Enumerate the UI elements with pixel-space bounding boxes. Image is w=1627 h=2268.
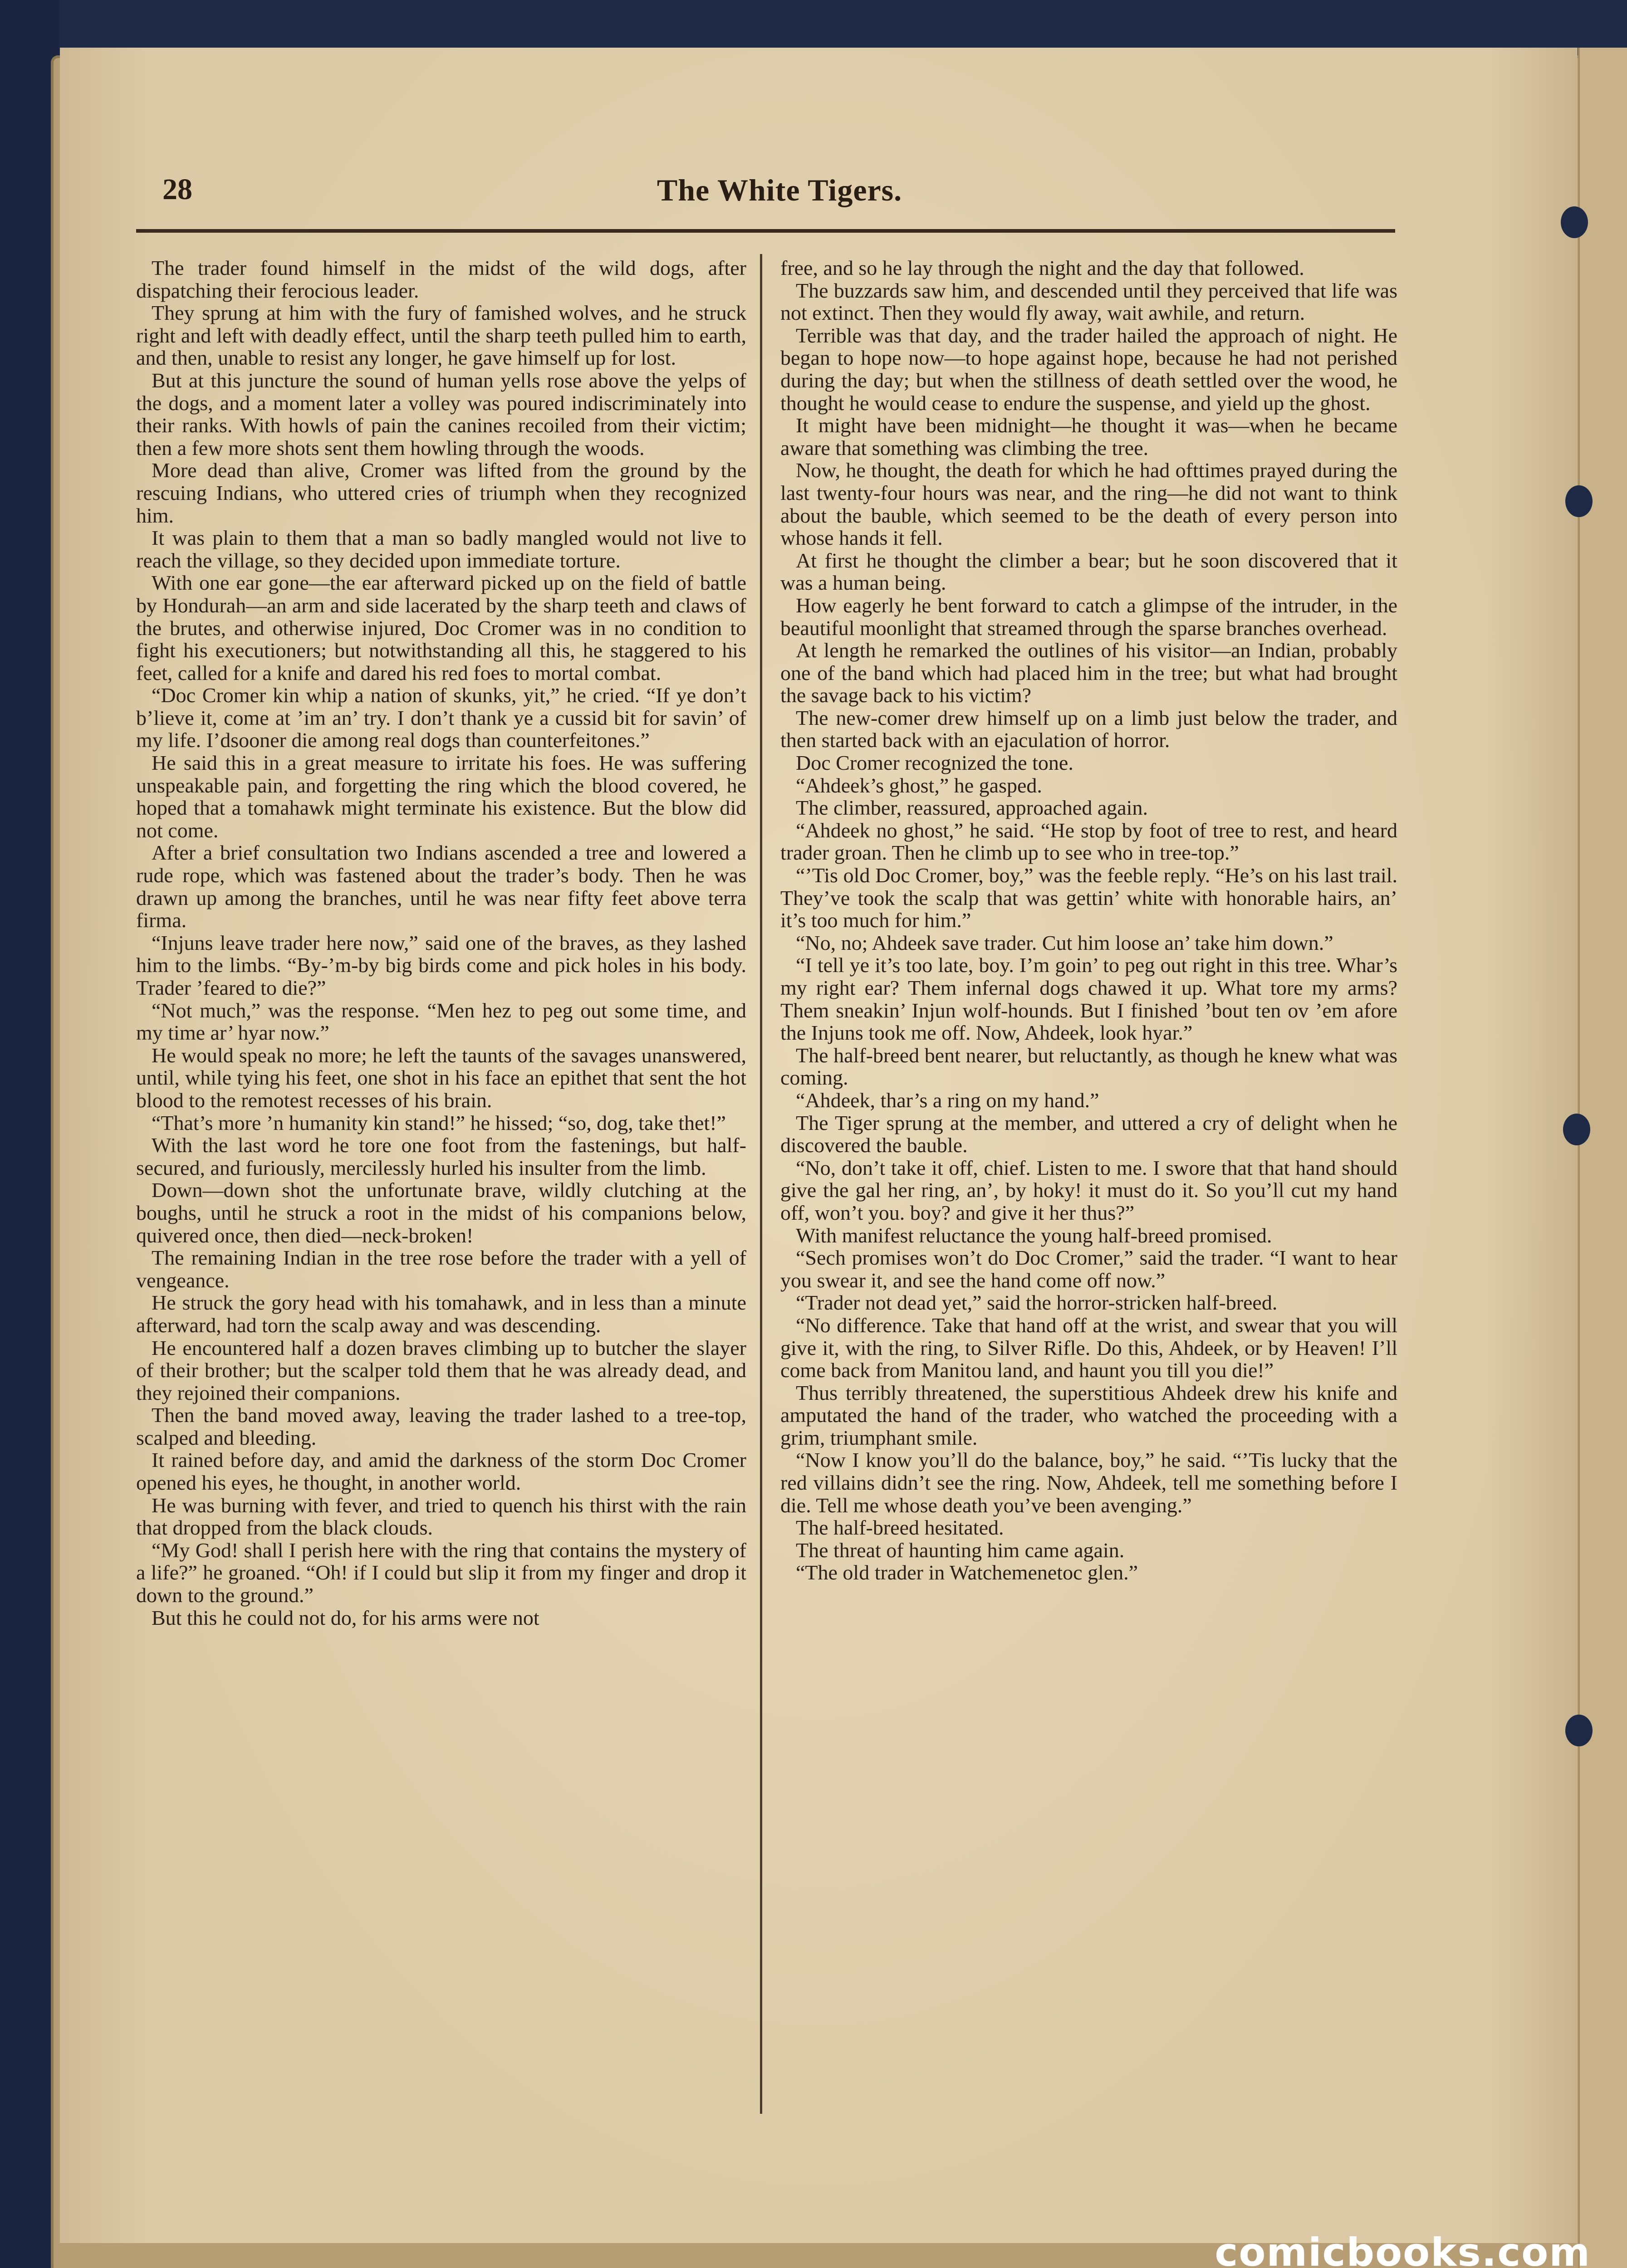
paragraph: “I tell ye it’s too late, boy. I’m goin’ to peg out right in this tree. Whar’s my right ear? Them infernal dogs chawed it up. What tore my arms? Them sneakin’ Injun wolf-hounds. But I finished ’bout ten ov ’em afore the Injuns took me off. Now, Ahdeek, look hyar.”: [780, 953, 1397, 1045]
paragraph: Then the band moved away, leaving the trader lashed to a tree-top, scalped and bleeding.: [136, 1403, 746, 1449]
paragraph: It was plain to them that a man so badly mangled would not live to reach the village, so they decided upon immediate torture.: [136, 526, 746, 572]
right-column: [780, 257, 1397, 1584]
paragraph: The threat of haunting him came again.: [796, 1538, 1125, 1562]
paragraph: “’Tis old Doc Cromer, boy,” was the feeble reply. “He’s on his last trail. They’ve took the scalp that was gettin’ white with honorable hairs, an’ it’s too much for him.”: [780, 864, 1397, 932]
page-number: 28: [162, 173, 192, 206]
paragraph: free, and so he lay through the night and the day that followed.: [780, 256, 1304, 279]
watermark: comicbooks.com: [1215, 2230, 1591, 2268]
paragraph: Down—down shot the unfortunate brave, wildly clutching at the boughs, until he struck a root in the midst of his companions below, quivered once, then died—neck-broken!: [136, 1178, 746, 1247]
paragraph: “Ahdeek’s ghost,” he gasped.: [796, 773, 1042, 797]
paragraph: Doc Cromer recognized the tone.: [796, 751, 1073, 775]
paragraph: “Sech promises won’t do Doc Cromer,” said the trader. “I want to hear you swear it, and see the hand come off now.”: [780, 1246, 1397, 1292]
paragraph: At first he thought the climber a bear; but he soon discovered that it was a human being.: [780, 548, 1397, 595]
paragraph: The buzzards saw him, and descended until they perceived that life was not extinct. Then they would fly away, wait awhile, and return.: [780, 279, 1397, 325]
paragraph: “That’s more ’n humanity kin stand!” he hissed; “so, dog, take thet!”: [152, 1111, 726, 1134]
paragraph: Thus terribly threatened, the superstitious Ahdeek drew his knife and amputated the hand of the trader, who watched the proceeding with a grim, triumphant smile.: [780, 1381, 1397, 1449]
paragraph: It rained before day, and amid the darkness of the storm Doc Cromer opened his eyes, he thought, in another world.: [136, 1448, 746, 1495]
paragraph: “Ahdeek, thar’s a ring on my hand.”: [796, 1088, 1099, 1112]
next-page-edge: [1578, 48, 1627, 2268]
paragraph: “Doc Cromer kin whip a nation of skunks, yit,” he cried. “If ye don’t b’lieve it, come at ’im an’ try. I don’t thank ye a cussid bit for savin’ of my life. I’dsooner die among real dogs than counterfeitones.”: [136, 684, 746, 752]
paragraph: How eagerly he bent forward to catch a glimpse of the intruder, in the beautiful moonlight that streamed through the sparse branches overhead.: [780, 593, 1397, 640]
paragraph: The new-comer drew himself up on a limb just below the trader, and then started back with an ejaculation of horror.: [780, 706, 1397, 752]
paragraph: With one ear gone—the ear afterward picked up on the field of battle by Hondurah—an arm and side lacerated by the sharp teeth and claws of the brutes, and otherwise injured, Doc Cromer was in no condition to fight his executioners; but notwithstanding all this, he staggered to his feet, called for a knife and dared his red foes to mortal combat.: [136, 571, 746, 684]
paragraph: “No, don’t take it off, chief. Listen to me. I swore that that hand should give the gal her ring, an’, by hoky! it must do it. So you’ll cut my hand off, won’t you. boy? and give it her thus?”: [780, 1156, 1397, 1224]
paragraph: “Now I know you’ll do the balance, boy,” he said. “’Tis lucky that the red villains didn’t see the ring. Now, Ahdeek, tell me something before I die. Tell me whose death you’ve been avenging.”: [780, 1448, 1397, 1517]
binding-hole: [1565, 485, 1593, 517]
paragraph: Terrible was that day, and the trader hailed the approach of night. He began to hope now—to hope against hope, because he had not perished during the day; but when the stillness of death settled over the wood, he thought he would cease to endure the suspense, and yield up the ghost.: [780, 323, 1397, 415]
paragraph: “The old trader in Watchemenetoc glen.”: [796, 1561, 1138, 1584]
paragraph: The half-breed hesitated.: [796, 1516, 1004, 1540]
paragraph: “My God! shall I perish here with the ring that contains the mystery of a life?” he groaned. “Oh! if I could but slip it from my finger and drop it down to the ground.”: [136, 1538, 746, 1607]
binding-hole: [1563, 1114, 1590, 1145]
paragraph: But at this juncture the sound of human yells rose above the yelps of the dogs, and a moment later a volley was poured indiscriminately into their ranks. With howls of pain the canines recoiled from their victim; then a few more shots sent them howling through the woods.: [136, 368, 746, 459]
column-divider: [760, 254, 762, 2114]
paragraph: The Tiger sprung at the member, and uttered a cry of delight when he discovered the bauble.: [780, 1111, 1397, 1157]
paragraph: After a brief consultation two Indians ascended a tree and lowered a rude rope, which was fastened about the trader’s body. Then he was drawn up among the branches, until he was near fifty feet above terra firma.: [136, 841, 746, 932]
paragraph: The trader found himself in the midst of the wild dogs, after dispatching their ferocious leader.: [136, 256, 746, 302]
page-title: The White Tigers.: [657, 173, 902, 207]
paragraph: With the last word he tore one foot from the fastenings, but half-secured, and furiously, mercilessly hurled his insulter from the limb.: [136, 1134, 746, 1179]
running-header: [162, 172, 1397, 222]
binding-hole: [1565, 1715, 1593, 1746]
paragraph: The climber, reassured, approached again.: [796, 796, 1148, 820]
paragraph: “No difference. Take that hand off at the wrist, and swear that you will give it, with the ring, to Silver Rifle. Do this, Ahdeek, or by Heaven! I’ll come back from Manitou land, and haunt you till you die!”: [780, 1313, 1397, 1382]
paragraph: “Not much,” was the response. “Men hez to peg out some time, and my time ar’ hyar now.”: [136, 998, 746, 1045]
paragraph: “No, no; Ahdeek save trader. Cut him loose an’ take him down.”: [796, 931, 1333, 954]
left-column: [136, 257, 746, 1629]
paragraph: The half-breed bent nearer, but reluctantly, as though he knew what was coming.: [780, 1043, 1397, 1090]
paragraph: At length he remarked the outlines of his visitor—an Indian, probably one of the band which had placed him in the tree; but what had brought the savage back to his victim?: [780, 639, 1397, 707]
paragraph: They sprung at him with the fury of famished wolves, and he struck right and left with deadly effect, until the sharp teeth pulled him to earth, and then, unable to resist any longer, he gave himself up for lost.: [136, 301, 746, 370]
backdrop: [0, 0, 59, 2268]
paragraph: The remaining Indian in the tree rose before the trader with a yell of vengeance.: [136, 1246, 746, 1292]
paragraph: More dead than alive, Cromer was lifted from the ground by the rescuing Indians, who uttered cries of triumph when they recognized him.: [136, 459, 746, 527]
paragraph: He encountered half a dozen braves climbing up to butcher the slayer of their brother; but the scalper told them that he was already dead, and they rejoined their companions.: [136, 1336, 746, 1404]
paragraph: “Trader not dead yet,” said the horror-stricken half-breed.: [796, 1291, 1278, 1315]
binding-hole: [1561, 206, 1588, 238]
header-rule: [136, 229, 1395, 233]
paragraph: But this he could not do, for his arms were not: [152, 1606, 539, 1629]
paragraph: It might have been midnight—he thought it was—when he became aware that something was climbing the tree.: [780, 414, 1397, 459]
paragraph: He was burning with fever, and tried to quench his thirst with the rain that dropped from the black clouds.: [136, 1493, 746, 1540]
paragraph: He said this in a great measure to irritate his foes. He was suffering unspeakable pain, and forgetting the ring which the blood covered, he hoped that a tomahawk might terminate his existence. But the blow did not come.: [136, 751, 746, 842]
paragraph: He would speak no more; he left the taunts of the savages unanswered, until, while tying his feet, one shot in his face an epithet that sent the hot blood to the remotest recesses of his brain.: [136, 1043, 746, 1112]
paragraph: With manifest reluctance the young half-breed promised.: [796, 1223, 1272, 1247]
paragraph: He struck the gory head with his tomahawk, and in less than a minute afterward, had torn the scalp away and was descending.: [136, 1291, 746, 1337]
paragraph: “Injuns leave trader here now,” said one of the braves, as they lashed him to the limbs. “By-’m-by big birds come and pick holes in his body. Trader ’feared to die?”: [136, 931, 746, 999]
paragraph: Now, he thought, the death for which he had ofttimes prayed during the last twenty-four hours was near, and the ring—he did not want to think about the bauble, which seemed to be the death of every person into whose hands it fell.: [780, 459, 1397, 550]
paragraph: “Ahdeek no ghost,” he said. “He stop by foot of tree to rest, and heard trader groan. Then he climb up to see who in tree-top.”: [780, 818, 1397, 865]
